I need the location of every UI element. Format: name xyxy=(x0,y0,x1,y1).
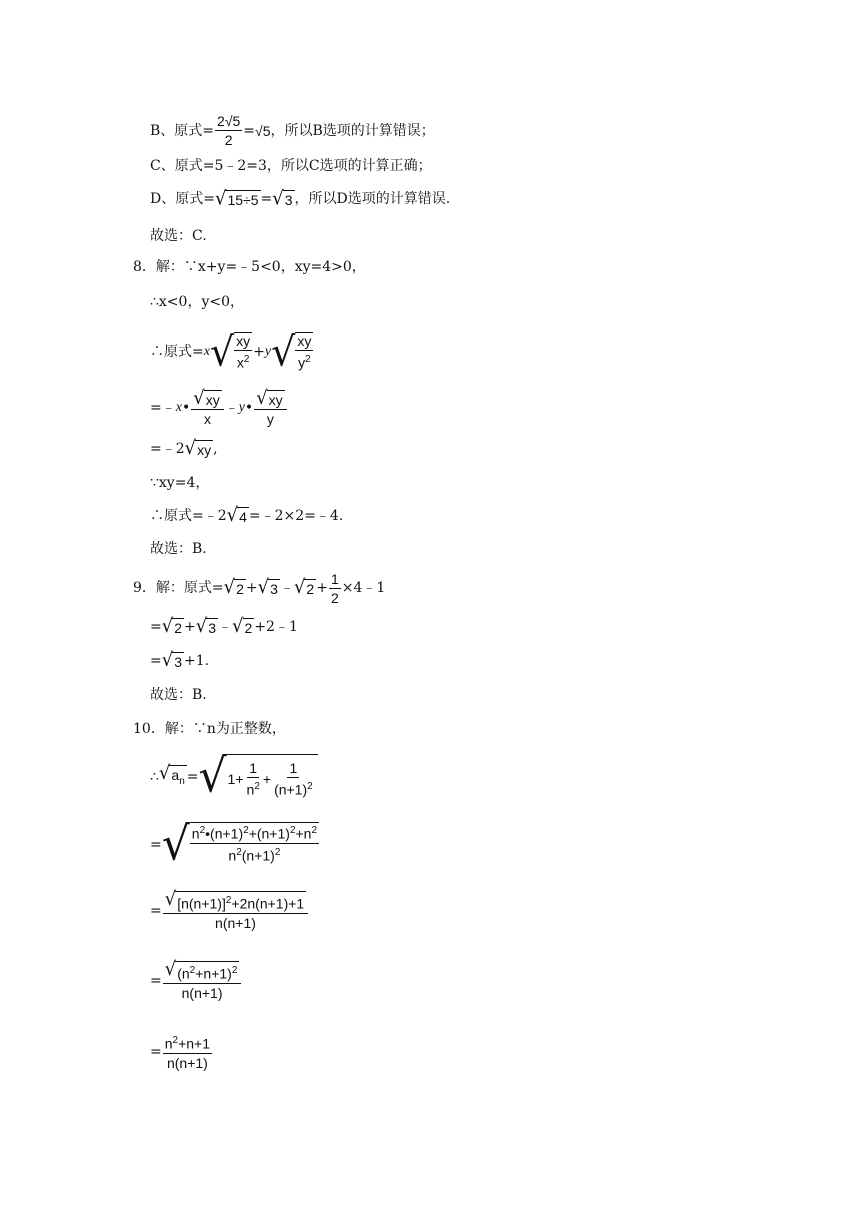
fraction-numerator: 2√5 xyxy=(217,113,241,129)
option-c-text: C、原式=5﹣2=3，所以C选项的计算正确； xyxy=(150,158,432,174)
fraction-denominator: 2 xyxy=(224,132,233,148)
q8-line-7: ∴原式=﹣2 √ 4 =﹣2×2=﹣4. xyxy=(150,504,344,527)
option-c-line xyxy=(150,157,432,175)
radical: √ 4 xyxy=(226,504,247,527)
radical: √ $\frac{n^2•(n+1)^2+(n+1)^2+n^2}{n^2(n+1)^2}$ xyxy=(161,817,318,872)
answer-7: 故选：C. xyxy=(150,228,207,244)
option-d-line: D、原式= √ 15÷5 = √ 3 ，所以D选项的计算错误. xyxy=(150,187,451,210)
equals-sign: = xyxy=(243,122,256,139)
q8-line-4: =﹣ x • √ xy x ﹣ y • √ xy y xyxy=(150,386,288,430)
option-d-suffix: ，所以D选项的计算错误. xyxy=(294,191,451,207)
q9-line-3: = √ 3 +1. xyxy=(150,649,210,672)
option-b-result: √5 xyxy=(255,122,271,139)
option-b-fraction xyxy=(215,113,242,148)
q10-line-4: = √ $[n(n+1)]^2+2n(n+1)+1$ n(n+1) xyxy=(150,888,309,934)
option-b-suffix: ，所以B选项的计算错误； xyxy=(270,122,435,139)
answer-9: 故选：B. xyxy=(150,687,207,703)
radical: √ 15÷5 xyxy=(214,187,259,210)
q8-line-2: ∴x<0，y<0， xyxy=(150,294,244,310)
option-b-prefix: B、原式= xyxy=(150,122,215,139)
q8-line-5: =﹣2 √ xy , xyxy=(150,437,218,460)
q9-heading: 9．解：原式= √ 2 + √ 3 ﹣ √ 2 + $\frac{1}{2}$ ×4﹣1 xyxy=(133,570,386,606)
answer-8: 故选：B. xyxy=(150,541,207,557)
q10-line-2: ∴ √ $a_n$ = √ 1+ $\frac{1}{n^2}$ + $\frac{1}{(n+1)^2}$ xyxy=(150,752,318,802)
q8-line-6: ∵xy=4， xyxy=(150,475,210,491)
radical: √ xy xyxy=(184,437,212,460)
q10-line-6: = $\frac{n^2+n+1}{n(n+1)}$ xyxy=(150,1035,211,1071)
q10-heading: 10．解：∵n为正整数， xyxy=(133,721,286,737)
option-b-line xyxy=(150,113,435,148)
radical: √ 3 xyxy=(272,187,293,210)
radical: √ $\frac{xy}{x^2}$ xyxy=(209,328,251,376)
option-d-prefix: D、原式= xyxy=(150,191,215,207)
radical: √ 1+ $\frac{1}{n^2}$ + $\frac{1}{(n+1)^2}$ xyxy=(199,754,318,800)
radical: √ $\frac{xy}{y^2}$ xyxy=(271,328,312,376)
q10-line-5: = √ $(n^2+n+1)^2$ n(n+1) xyxy=(150,958,242,1004)
q10-line-3: = √ $\frac{n^2•(n+1)^2+(n+1)^2+n^2}{n^2(n+1)^2}$ xyxy=(150,820,320,870)
q8-heading: 8．解：∵x+y=﹣5<0，xy=4>0， xyxy=(133,259,366,275)
q8-line-3: ∴原式= x √ $\frac{xy}{x^2}$ + y √ $\frac{xy}{y^2}$ xyxy=(150,330,314,374)
q9-line-2: = √ 2 + √ 3 ﹣ √ 2 +2﹣1 xyxy=(150,615,298,638)
